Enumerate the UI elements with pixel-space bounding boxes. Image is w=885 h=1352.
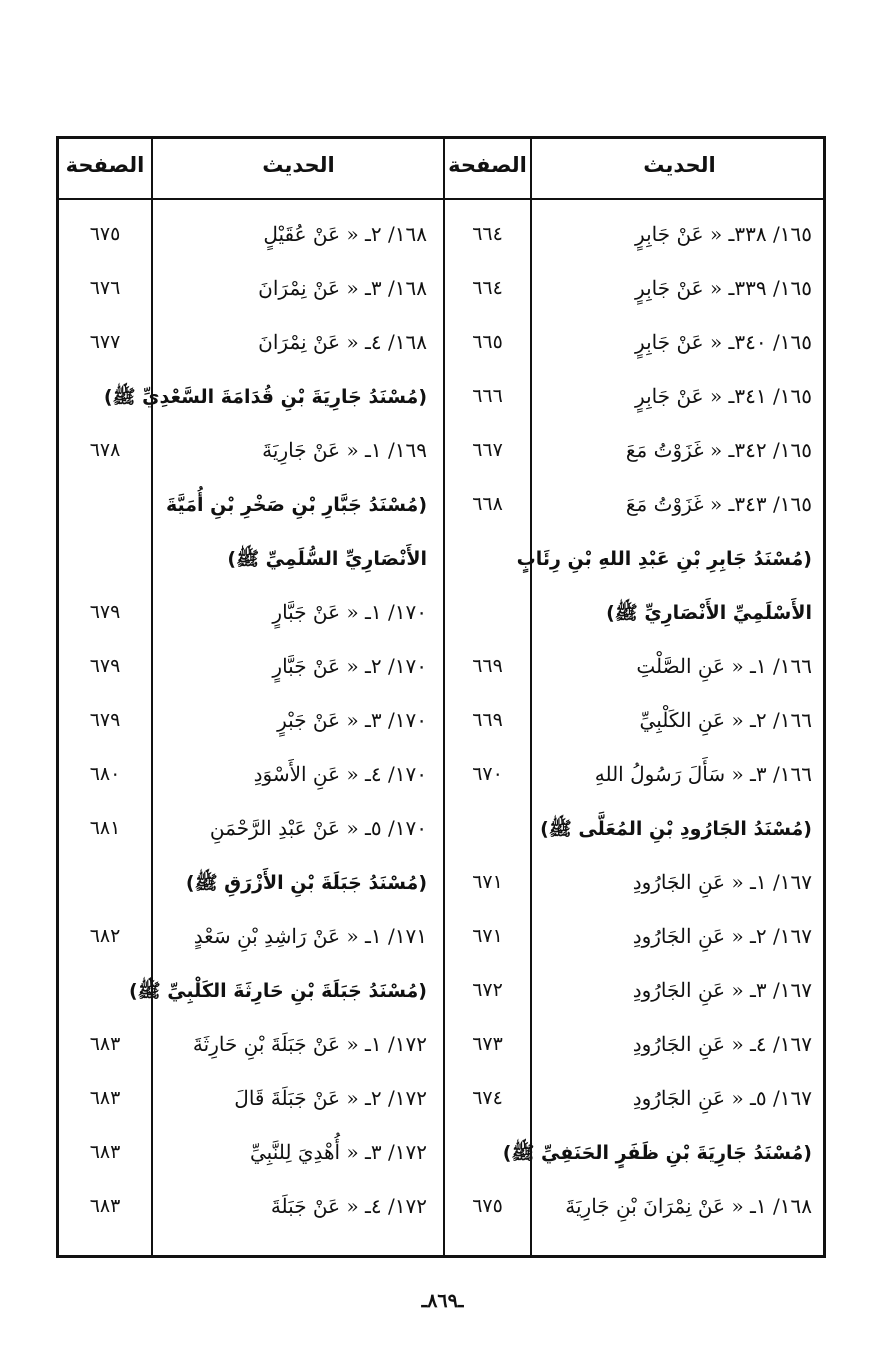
- hadith-entry: (مُسْنَدُ جَبَّارِ بْنِ صَخْرِ بْنِ أُمَيَّةَ: [166, 494, 427, 516]
- page-ref: ٦٧٥: [472, 1195, 503, 1217]
- table-row: [59, 477, 823, 531]
- hadith-entry: ١٦٨/ ٢ـ « عَنْ عُقَيْلٍ: [263, 222, 427, 246]
- page-ref: ٦٨٣: [89, 1141, 121, 1163]
- hadith-entry: ١٦٥/ ٣٤٠ـ « عَنْ جَابِرٍ: [635, 330, 812, 354]
- hadith-entry: ١٦٦/ ٢ـ « عَنِ الكَلْبِيِّ: [639, 708, 812, 732]
- page-ref: ٦٧٦: [89, 277, 121, 299]
- hadith-entry-cell: [154, 747, 441, 801]
- hadith-entry: الأَنْصَارِيِّ السُّلَمِيِّ ﷺ): [227, 548, 427, 570]
- hadith-entry-cell: [154, 531, 441, 585]
- hadith-entry: ١٦٨/ ١ـ « عَنْ نِمْرَانَ بْنِ جَارِيَةَ: [565, 1194, 812, 1218]
- page-ref-cell: [59, 1179, 151, 1233]
- hadith-entry: ١٧٠/ ٣ـ « عَنْ جَبْرٍ: [277, 708, 427, 732]
- page-ref: ٦٨٣: [89, 1033, 121, 1055]
- page-ref: ٦٦٩: [472, 655, 503, 677]
- page-ref-cell: [445, 801, 530, 855]
- hadith-entry-cell: [154, 1125, 441, 1179]
- hadith-entry-cell: [533, 477, 818, 531]
- page-ref-cell: [445, 261, 530, 315]
- page-ref-cell: [445, 855, 530, 909]
- hadith-entry: ١٧٠/ ٥ـ « عَنْ عَبْدِ الرَّحْمَنِ: [209, 816, 427, 840]
- table-row: [59, 1017, 823, 1071]
- hadith-entry: الأَسْلَمِيِّ الأَنْصَارِيِّ ﷺ): [606, 602, 812, 624]
- page-ref: ٦٧٣: [472, 1033, 503, 1055]
- hadith-entry-cell: [154, 261, 441, 315]
- page-ref-cell: [59, 855, 151, 909]
- hadith-entry-cell: [516, 531, 818, 585]
- hadith-entry: (مُسْنَدُ جَابِرِ بْنِ عَبْدِ اللهِ بْنِ رِئَابٍ: [516, 548, 812, 570]
- page-ref: ٦٦٨: [472, 493, 503, 515]
- hadith-entry-cell: [154, 1071, 441, 1125]
- hadith-entry: ١٦٥/ ٣٣٩ـ « عَنْ جَابِرٍ: [635, 276, 812, 300]
- table-row: [59, 693, 823, 747]
- hadith-entry: ١٦٥/ ٣٤٣ـ « غَزَوْتُ مَعَ: [625, 492, 812, 516]
- page-ref: ٦٧٢: [472, 979, 503, 1001]
- hadith-entry: ١٦٥/ ٣٤١ـ « عَنْ جَابِرٍ: [635, 384, 812, 408]
- hadith-entry: ١٧٠/ ٢ـ « عَنْ جَبَّارٍ: [272, 654, 427, 678]
- hadith-entry-cell: [533, 693, 818, 747]
- hadith-entry-cell: [154, 1179, 441, 1233]
- page-ref-cell: [445, 639, 530, 693]
- hadith-entry: ١٦٩/ ١ـ « عَنْ جَارِيَةَ: [262, 438, 427, 462]
- page-ref-cell: [445, 1179, 530, 1233]
- table-row: [59, 369, 823, 423]
- hadith-entry-cell: [533, 1179, 818, 1233]
- page-ref-cell: [59, 207, 151, 261]
- page-ref-cell: [59, 963, 151, 1017]
- hadith-entry: ١٦٦/ ٣ـ « سَأَلَ رَسُولُ اللهِ: [594, 762, 812, 786]
- hadith-entry: ١٧٢/ ٢ـ « عَنْ جَبَلَةَ قَالَ: [234, 1086, 427, 1110]
- page-ref: ٦٨١: [89, 817, 121, 839]
- page-number: ـ٨٦٩ـ: [421, 1290, 464, 1312]
- page-ref-cell: [445, 963, 530, 1017]
- hadith-entry: ١٧٠/ ٤ـ « عَنِ الأَسْوَدِ: [253, 762, 427, 786]
- hadith-entry-cell: [533, 963, 818, 1017]
- hadith-entry: ١٦٥/ ٣٣٨ـ « عَنْ جَابِرٍ: [635, 222, 812, 246]
- page-ref: ٦٧١: [472, 871, 503, 893]
- table-row: [59, 585, 823, 639]
- hadith-entry: (مُسْنَدُ الجَارُودِ بْنِ المُعَلَّى ﷺ): [540, 818, 812, 840]
- hadith-entry-cell: [533, 801, 818, 855]
- hadith-entry-cell: [154, 1017, 441, 1071]
- page-ref-cell: [59, 315, 151, 369]
- hadith-entry: (مُسْنَدُ جَبَلَةَ بْنِ الأَزْرَقِ ﷺ): [185, 872, 427, 894]
- page-ref-cell: [445, 531, 530, 585]
- table-row: [59, 531, 823, 585]
- page-ref-cell: [59, 909, 151, 963]
- table-row: [59, 315, 823, 369]
- page-ref: ٦٧٨: [89, 439, 121, 461]
- page-ref-cell: [59, 369, 151, 423]
- header-page-right: الصفحة: [448, 153, 527, 177]
- table-row: [59, 261, 823, 315]
- table-row: [59, 1179, 823, 1233]
- page-ref-cell: [59, 747, 151, 801]
- page-ref: ٦٦٥: [472, 331, 503, 353]
- page-ref-cell: [445, 1071, 530, 1125]
- page-ref: ٦٧٩: [89, 601, 121, 623]
- hadith-entry: ١٦٧/ ٤ـ « عَنِ الجَارُودِ: [632, 1032, 812, 1056]
- table-row: [59, 639, 823, 693]
- hadith-entry-cell: [533, 315, 818, 369]
- table-body: [59, 207, 823, 1233]
- header-hadith-right: الحديث: [643, 153, 716, 177]
- header-divider: [59, 198, 823, 200]
- page-ref-cell: [445, 1017, 530, 1071]
- hadith-entry-cell: [533, 1017, 818, 1071]
- table-row: [59, 423, 823, 477]
- hadith-entry: ١٧٢/ ١ـ « عَنْ جَبَلَةَ بْنِ حَارِثَةَ: [192, 1032, 427, 1056]
- page-ref-cell: [445, 1125, 530, 1179]
- page-ref-cell: [59, 693, 151, 747]
- hadith-entry-cell: [533, 585, 818, 639]
- hadith-entry-cell: [154, 693, 441, 747]
- index-table: [56, 136, 826, 1258]
- page-ref: ٦٨٣: [89, 1195, 121, 1217]
- page-ref: ٦٦٦: [472, 385, 503, 407]
- hadith-entry: ١٦٦/ ١ـ « عَنِ الصَّلْتِ: [636, 654, 812, 678]
- table-row: [59, 207, 823, 261]
- hadith-entry-cell: [533, 1071, 818, 1125]
- hadith-entry-cell: [103, 369, 441, 423]
- hadith-entry-cell: [154, 423, 441, 477]
- page-ref-cell: [59, 801, 151, 855]
- page-ref: ٦٧٩: [89, 709, 121, 731]
- hadith-entry: ١٧٢/ ٤ـ « عَنْ جَبَلَةَ: [270, 1194, 427, 1218]
- page-ref-cell: [445, 585, 530, 639]
- table-row: [59, 801, 823, 855]
- hadith-entry-cell: [533, 855, 818, 909]
- page-ref: ٦٦٧: [472, 439, 503, 461]
- hadith-entry-cell: [533, 261, 818, 315]
- hadith-entry-cell: [502, 1125, 818, 1179]
- table-row: [59, 963, 823, 1017]
- page-ref-cell: [445, 369, 530, 423]
- page-ref: ٦٧٧: [89, 331, 121, 353]
- hadith-entry: ١٧٠/ ١ـ « عَنْ جَبَّارٍ: [272, 600, 427, 624]
- page-ref: ٦٧١: [472, 925, 503, 947]
- hadith-entry-cell: [533, 207, 818, 261]
- page-ref-cell: [59, 585, 151, 639]
- hadith-entry-cell: [533, 909, 818, 963]
- hadith-entry: ١٦٧/ ١ـ « عَنِ الجَارُودِ: [632, 870, 812, 894]
- hadith-entry-cell: [154, 585, 441, 639]
- hadith-entry-cell: [154, 909, 441, 963]
- page-ref-cell: [59, 423, 151, 477]
- page-ref: ٦٦٩: [472, 709, 503, 731]
- page-ref-cell: [445, 909, 530, 963]
- header-hadith-left: الحديث: [262, 153, 335, 177]
- page-ref: ٦٧٤: [472, 1087, 503, 1109]
- hadith-entry: ١٦٨/ ٤ـ « عَنْ نِمْرَانَ: [258, 330, 427, 354]
- table-row: [59, 855, 823, 909]
- page-ref-cell: [59, 531, 151, 585]
- page-ref-cell: [59, 477, 151, 531]
- hadith-entry-cell: [154, 477, 441, 531]
- hadith-entry-cell: [154, 207, 441, 261]
- page-ref: ٦٦٤: [472, 277, 503, 299]
- hadith-entry: ١٦٧/ ٥ـ « عَنِ الجَارُودِ: [632, 1086, 812, 1110]
- hadith-entry: ١٦٥/ ٣٤٢ـ « غَزَوْتُ مَعَ: [625, 438, 812, 462]
- page-ref-cell: [445, 477, 530, 531]
- page-ref: ٦٧٩: [89, 655, 121, 677]
- hadith-entry: ١٧٢/ ٣ـ « أُهْدِيَ لِلنَّبِيِّ: [250, 1140, 427, 1164]
- hadith-entry: ١٦٧/ ٣ـ « عَنِ الجَارُودِ: [632, 978, 812, 1002]
- page-ref-cell: [59, 261, 151, 315]
- page-ref: ٦٧٥: [89, 223, 121, 245]
- hadith-entry-cell: [154, 639, 441, 693]
- page-ref-cell: [445, 423, 530, 477]
- page-ref-cell: [59, 1071, 151, 1125]
- hadith-entry: ١٦٨/ ٣ـ « عَنْ نِمْرَانَ: [258, 276, 427, 300]
- hadith-entry-cell: [533, 639, 818, 693]
- hadith-entry-cell: [533, 747, 818, 801]
- hadith-entry-cell: [154, 855, 441, 909]
- page-ref-cell: [445, 207, 530, 261]
- hadith-entry-cell: [533, 423, 818, 477]
- hadith-entry: ١٦٧/ ٢ـ « عَنِ الجَارُودِ: [632, 924, 812, 948]
- header-page-left: الصفحة: [65, 153, 145, 177]
- page-ref-cell: [59, 1017, 151, 1071]
- table-row: [59, 1125, 823, 1179]
- page-ref-cell: [445, 747, 530, 801]
- hadith-entry: (مُسْنَدُ جَبَلَةَ بْنِ حَارِثَةَ الكَلْبِيِّ ﷺ): [128, 980, 427, 1002]
- hadith-entry-cell: [154, 315, 441, 369]
- page-ref: ٦٨٠: [89, 763, 121, 785]
- hadith-entry: (مُسْنَدُ جَارِيَةَ بْنِ ظَفَرٍ الحَنَفِيِّ ﷺ): [502, 1142, 812, 1164]
- page-ref: ٦٨٣: [89, 1087, 121, 1109]
- page-ref: ٦٧٠: [472, 763, 503, 785]
- table-row: [59, 909, 823, 963]
- page-ref-cell: [59, 1125, 151, 1179]
- hadith-entry-cell: [128, 963, 441, 1017]
- hadith-entry-cell: [533, 369, 818, 423]
- page-ref-cell: [445, 315, 530, 369]
- hadith-entry: ١٧١/ ١ـ « عَنْ رَاشِدِ بْنِ سَعْدٍ: [193, 924, 427, 948]
- page-ref: ٦٨٢: [89, 925, 121, 947]
- table-row: [59, 747, 823, 801]
- table-row: [59, 1071, 823, 1125]
- page-ref-cell: [445, 693, 530, 747]
- hadith-entry-cell: [154, 801, 441, 855]
- hadith-entry: (مُسْنَدُ جَارِيَةَ بْنِ قُدَامَةَ السَّعْدِيِّ ﷺ): [103, 386, 427, 408]
- page-ref-cell: [59, 639, 151, 693]
- page-ref: ٦٦٤: [472, 223, 503, 245]
